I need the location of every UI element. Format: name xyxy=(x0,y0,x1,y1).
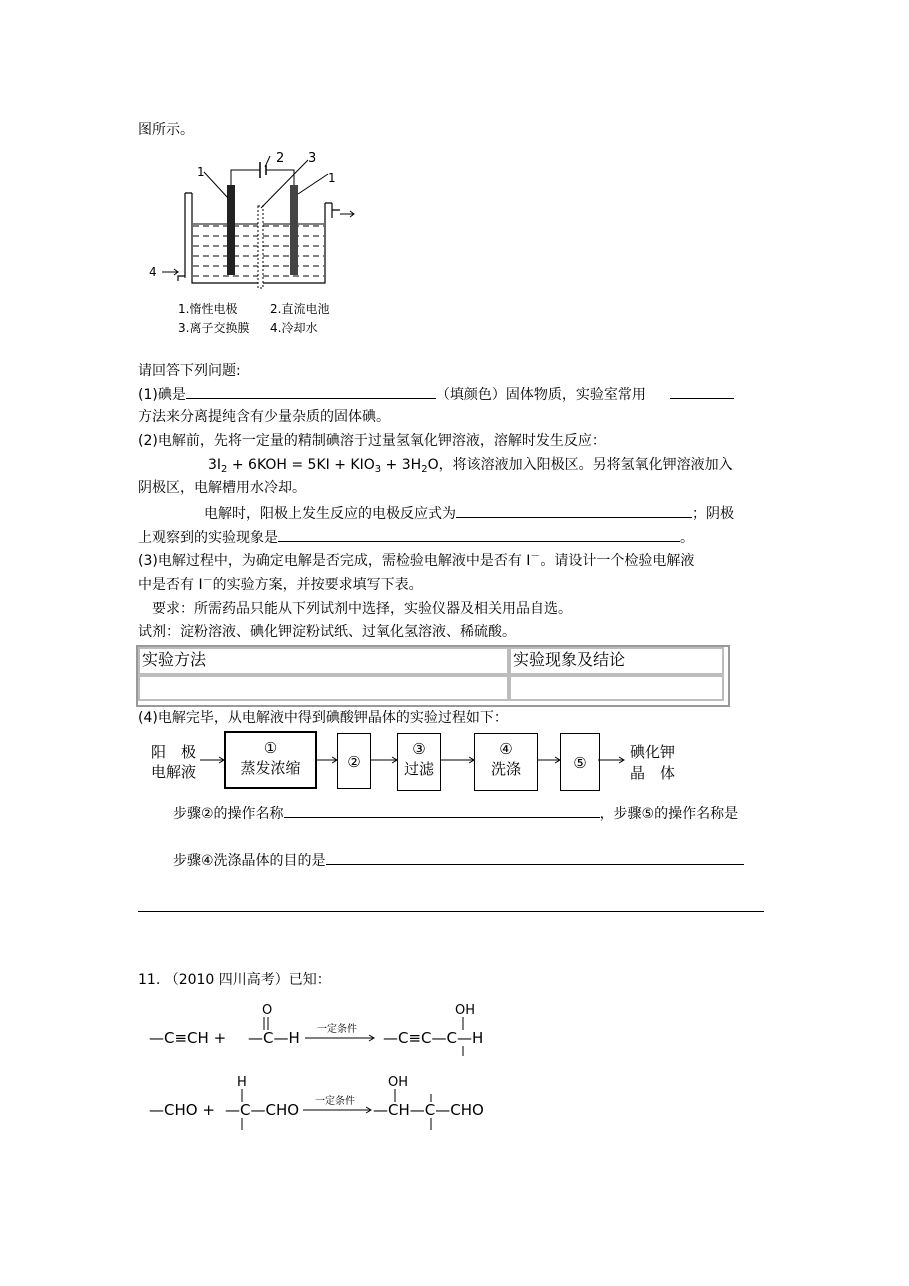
q1-text-a: (1)碘是 xyxy=(138,387,186,403)
intro-text: 图所示。 xyxy=(138,122,194,138)
q1-line2: 方法来分离提纯含有少量杂质的固体碘。 xyxy=(138,409,390,425)
flow-step-1: ① 蒸发浓缩 xyxy=(224,731,317,789)
flow-end-label-1: 碘化钾 xyxy=(630,743,676,761)
flow-step-5: ⑤ xyxy=(560,733,600,791)
q3-line1: (3)电解过程中，为确定电解是否完成，需检验电解液中是否有 I－。请设计一个检验电解液 xyxy=(138,551,695,569)
svg-text:OH: OH xyxy=(455,1003,476,1018)
q4-intro: (4)电解完毕，从电解液中得到碘酸钾晶体的实验过程如下： xyxy=(138,710,508,726)
diagram-label-2: 2 xyxy=(276,151,285,166)
svg-text:—C≡CH +: —C≡CH + xyxy=(149,1029,227,1047)
q4-step2-line: 步骤②的操作名称 ，步骤⑤的操作名称是 xyxy=(173,803,738,824)
electrolysis-diagram xyxy=(140,148,370,338)
svg-text:OH: OH xyxy=(388,1075,409,1090)
svg-text:O: O xyxy=(262,1003,273,1018)
svg-text:一定条件: 一定条件 xyxy=(315,1096,355,1107)
table-header-result: 实验现象及结论 xyxy=(509,647,724,675)
flow-step-2: ② xyxy=(337,733,371,789)
svg-text:H: H xyxy=(237,1075,247,1090)
legend-ion-membrane: 3.离子交换膜 xyxy=(178,321,250,335)
reaction-2 xyxy=(145,1072,505,1134)
q4-step4-line: 步骤④洗涤晶体的目的是 xyxy=(173,850,744,871)
diagram-label-3: 3 xyxy=(308,151,317,166)
q4-blank-step4[interactable] xyxy=(326,850,744,865)
q2-line3: 阴极区，电解槽用水冷却。 xyxy=(138,480,306,496)
reaction-1 xyxy=(145,1000,515,1058)
q1-blank-color[interactable] xyxy=(186,384,436,399)
legend-dc-battery: 2.直流电池 xyxy=(270,302,330,316)
svg-text:一定条件: 一定条件 xyxy=(317,1024,357,1035)
q11-title: 11. （2010 四川高考）已知： xyxy=(138,972,331,988)
flow-start-label-1: 阳 极 xyxy=(151,743,197,761)
q2-line4: 电解时，阳极上发生反应的电极反应式为 ；阴极 xyxy=(204,503,734,524)
diagram-label-1b: 1 xyxy=(328,171,336,185)
q4-blank-continuation[interactable] xyxy=(138,911,764,912)
question-prompt: 请回答下列问题: xyxy=(138,363,241,379)
svg-text:—C—CHO: —C—CHO xyxy=(225,1101,300,1119)
diagram-label-1a: 1 xyxy=(197,165,205,179)
legend-inert-electrode: 1.惰性电极 xyxy=(178,302,238,316)
svg-text:—CH—C—CHO: —CH—C—CHO xyxy=(373,1101,484,1119)
q3-requirement: 要求：所需药品只能从下列试剂中选择，实验仪器及相关用品自选。 xyxy=(152,601,572,617)
svg-text:—C≡C—C—H: —C≡C—C—H xyxy=(383,1029,484,1047)
svg-text:—CHO +: —CHO + xyxy=(149,1101,215,1119)
q3-reagents: 试剂：淀粉溶液、碘化钾淀粉试纸、过氧化氢溶液、稀硫酸。 xyxy=(138,624,516,640)
experiment-table xyxy=(136,645,730,707)
q1-text-b: （填颜色）固体物质，实验室常用 xyxy=(435,387,646,403)
legend-cooling-water: 4.冷却水 xyxy=(270,321,318,335)
q1-blank-method[interactable] xyxy=(670,384,734,399)
q2-blank-cathode-phenomenon[interactable] xyxy=(278,527,680,542)
table-header-method: 实验方法 xyxy=(138,647,509,675)
flow-step-3: ③ 过滤 xyxy=(397,733,441,791)
q4-blank-step2[interactable] xyxy=(284,803,600,818)
flow-start-label-2: 电解液 xyxy=(151,763,197,781)
flow-end-label-2: 晶 体 xyxy=(630,764,676,782)
table-cell-method[interactable] xyxy=(138,675,509,701)
q2-equation: $3I_2 + 6KOH = 5KI + KIO_3 + 3H_2O$，将该溶液加入阳极区。另将氢氧化钾溶液加入 xyxy=(208,457,733,475)
q1-line1 xyxy=(138,384,734,405)
table-cell-result[interactable] xyxy=(509,675,724,701)
q2-line1: (2)电解前，先将一定量的精制碘溶于过量氢氧化钾溶液，溶解时发生反应： xyxy=(138,433,606,449)
diagram-label-4: 4 xyxy=(149,265,157,279)
flow-step-4: ④ 洗涤 xyxy=(474,733,538,791)
svg-text:—C—H: —C—H xyxy=(248,1029,300,1047)
q2-blank-anode-equation[interactable] xyxy=(456,503,692,518)
q3-line2: 中是否有 I－的实验方案，并按要求填写下表。 xyxy=(138,575,423,593)
q2-line5: 上观察到的实验现象是 。 xyxy=(138,527,694,548)
